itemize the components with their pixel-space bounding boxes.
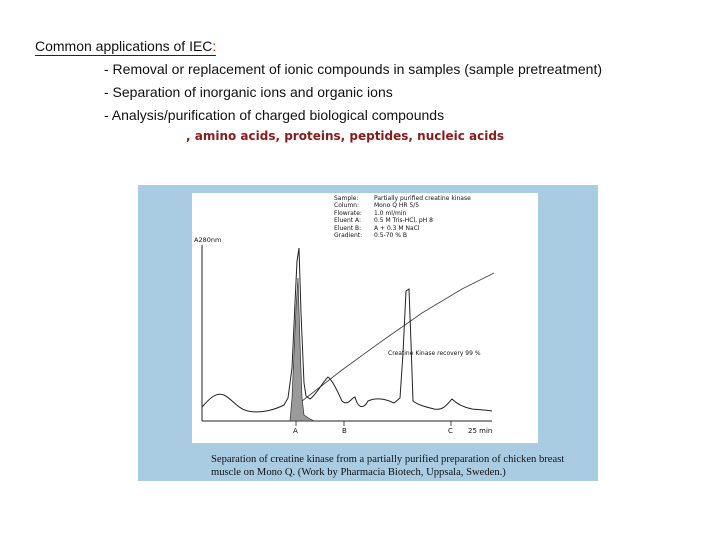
recovery-label: Creatine Kinase recovery 99 % <box>388 350 481 357</box>
kinase-peak-fill <box>290 278 314 421</box>
peak-label-b: B <box>342 427 347 435</box>
peak-label-a: A <box>293 427 298 435</box>
bullet-biological-compounds: - Analysis/purification of charged biological compounds <box>104 107 445 123</box>
gradient-line <box>302 273 494 401</box>
peak-label-c: C <box>448 427 453 435</box>
examples-text: , amino acids, proteins, peptides, nucleic acids <box>186 129 505 143</box>
chromatogram-plot <box>192 193 538 443</box>
heading-colon: : <box>212 38 217 54</box>
figure-caption: Separation of creatine kinase from a partially purified preparation of chicken breast muscle on Mono Q. (Work by Pharmacia Biotech, Uppsala, Sweden.) <box>211 454 565 478</box>
section-heading <box>35 38 216 56</box>
y-axis-label: A280nm <box>194 236 222 244</box>
chromatogram-figure <box>138 185 598 481</box>
bullet-ion-separation: - Separation of inorganic ions and organic ions <box>104 84 393 100</box>
heading-text: Common applications of IEC <box>35 38 213 54</box>
time-label: 25 min <box>468 427 493 435</box>
chromatogram-trace <box>202 248 492 412</box>
bullet-sample-pretreatment: - Removal or replacement of ionic compounds in samples (sample pretreatment) <box>104 61 602 77</box>
method-legend: Sample: Partially purified creatine kinase Column: Mono Q HR 5/5 Flowrate: 1.0 ml/min Eluent A: 0.5 M Tris-HCl, pH 8 Eluent B: A + 0.3 M NaCl Gradient: 0.5-70 % B <box>334 195 471 240</box>
